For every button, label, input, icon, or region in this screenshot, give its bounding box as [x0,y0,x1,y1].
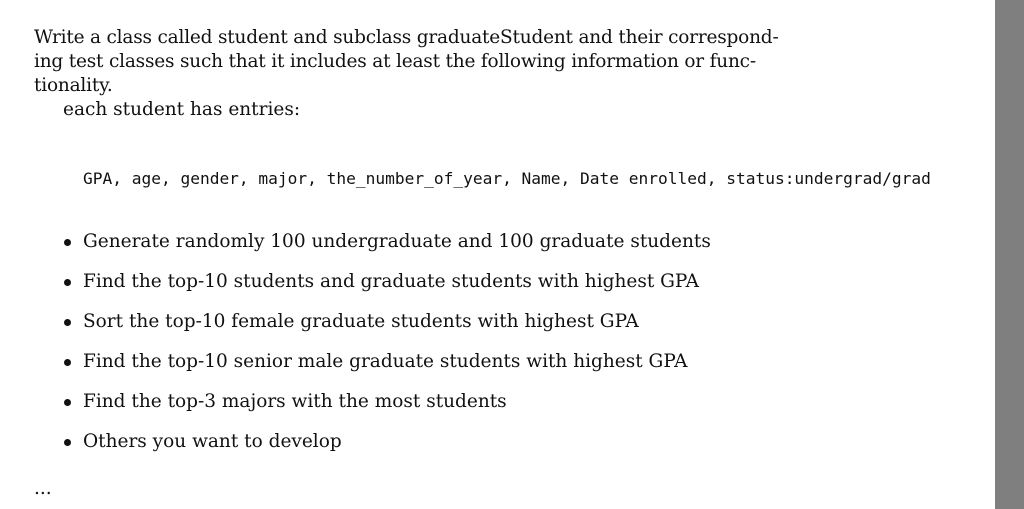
ellipsis: ... [34,478,52,499]
list-item-text: Find the top-10 senior male graduate students with highest GPA [83,351,688,372]
list-item-text: Others you want to develop [83,431,342,452]
list-item-text: Find the top-10 students and graduate students with highest GPA [83,271,700,292]
bullet-dot-icon [64,439,71,446]
bullet-dot-icon [64,359,71,366]
intro-line-3: tionality. [34,75,113,96]
list-item-text: Sort the top-10 female graduate students with highest GPA [83,311,639,332]
entries-line: each student has entries: [63,99,301,120]
code-line: GPA, age, gender, major, the_number_of_year, Name, Date enrolled, status:undergrad/grad [83,169,931,188]
bullet-dot-icon [64,399,71,406]
list-item-text: Generate randomly 100 undergraduate and 100 graduate students [83,231,711,252]
bullet-dot-icon [64,319,71,326]
bullet-dot-icon [64,239,71,246]
bullet-dot-icon [64,279,71,286]
vertical-scrollbar[interactable] [995,0,1024,509]
list-item-text: Find the top-3 majors with the most students [83,391,507,412]
intro-line-1: Write a class called student and subclass graduateStudent and their correspond- [34,27,779,48]
intro-line-2: ing test classes such that it includes at least the following information or func- [34,51,756,72]
intro-paragraph [34,26,779,98]
